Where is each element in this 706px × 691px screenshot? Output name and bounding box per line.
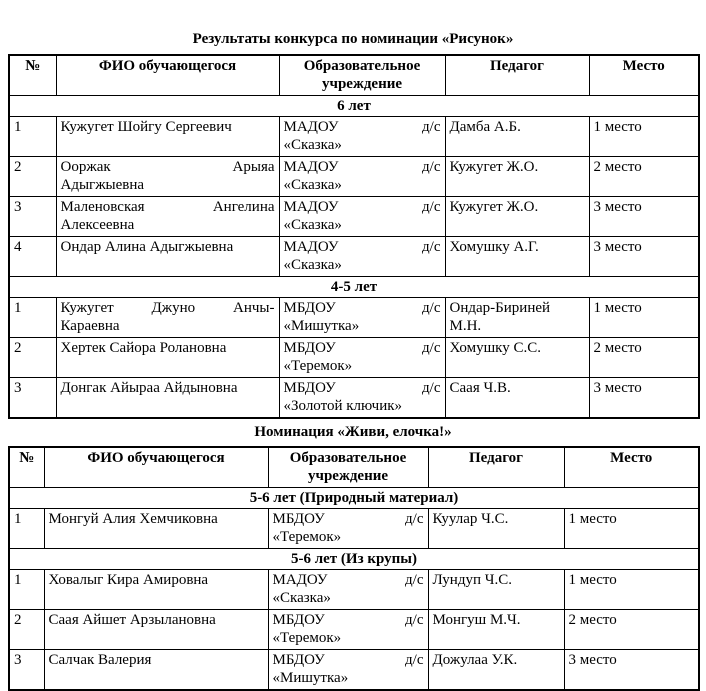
- cell-teacher: [428, 509, 564, 549]
- cell-number: 3: [9, 197, 56, 237]
- cell-institution: [279, 378, 445, 419]
- text-chunk: д/с: [405, 572, 424, 588]
- text-line: Кужугет Ж.О.: [449, 199, 539, 215]
- text-line: «Теремок»: [272, 630, 342, 646]
- text-line: Лундуп Ч.С.: [432, 572, 512, 588]
- cell-number: 2: [9, 157, 56, 197]
- text-chunk: д/с: [422, 159, 441, 175]
- column-header: Место: [589, 55, 699, 96]
- cell-institution: [279, 197, 445, 237]
- column-header: Образовательное учреждение: [279, 55, 445, 96]
- cell-number: 3: [9, 650, 44, 691]
- text-chunk: МБДОУ: [272, 511, 325, 527]
- cell-place: 3 место: [589, 378, 699, 419]
- table-row: [9, 117, 699, 157]
- age-group-row: [9, 96, 699, 117]
- text-chunk: д/с: [422, 300, 441, 316]
- cell-student-name: [44, 509, 268, 549]
- age-group-label: 5-6 лет (Природный материал): [9, 488, 699, 509]
- text-line: Саая Ч.В.: [449, 380, 511, 396]
- table-title-yolochka: Номинация «Живи, елочка!»: [254, 424, 452, 440]
- age-group-label: 4-5 лет: [9, 277, 699, 298]
- text-line: Дамба А.Б.: [449, 119, 521, 135]
- cell-number: 2: [9, 338, 56, 378]
- text-chunk: МАДОУ: [283, 119, 339, 135]
- cell-student-name: [56, 157, 279, 197]
- text-line: Монгуш М.Ч.: [432, 612, 521, 628]
- text-line: Кужугет Шойгу Сергеевич: [60, 119, 232, 135]
- text-chunk: Ангелина: [212, 199, 275, 215]
- text-line: [284, 339, 441, 357]
- age-group-row: [9, 549, 699, 570]
- text-line: Хомушку А.Г.: [449, 239, 539, 255]
- cell-place: 1 место: [589, 298, 699, 338]
- text-line: «Сказка»: [283, 257, 342, 273]
- cell-teacher: [445, 197, 589, 237]
- text-line: [284, 118, 441, 136]
- table-row: [9, 650, 699, 691]
- text-line: [61, 158, 275, 176]
- cell-number: 1: [9, 298, 56, 338]
- text-line: Кужугет Ж.О.: [449, 159, 539, 175]
- table-title-risunok: Результаты конкурса по номинации «Рисунок»: [192, 31, 514, 47]
- text-chunk: Кужугет: [60, 300, 114, 316]
- column-header: Педагог: [445, 55, 589, 96]
- text-line: «Сказка»: [272, 590, 331, 606]
- text-line: Ондар Алина Адыгжыевна: [60, 239, 234, 255]
- text-line: [284, 198, 441, 216]
- cell-institution: [279, 237, 445, 277]
- text-chunk: МБДОУ: [283, 300, 336, 316]
- cell-number: 1: [9, 570, 44, 610]
- text-line: «Мишутка»: [272, 670, 349, 686]
- text-line: «Теремок»: [283, 358, 353, 374]
- section-nomination-yolochka: [8, 423, 698, 691]
- text-line: «Мишутка»: [283, 318, 360, 334]
- column-header: ФИО обучающегося: [56, 55, 279, 96]
- cell-institution: [279, 117, 445, 157]
- cell-place: 1 место: [589, 117, 699, 157]
- column-header: ФИО обучающегося: [44, 447, 268, 488]
- cell-place: 1 место: [564, 509, 699, 549]
- text-line: [284, 379, 441, 397]
- text-chunk: МБДОУ: [283, 380, 336, 396]
- text-chunk: д/с: [422, 199, 441, 215]
- cell-place: 3 место: [564, 650, 699, 691]
- text-line: [273, 611, 424, 629]
- cell-place: 1 место: [564, 570, 699, 610]
- text-line: «Теремок»: [272, 529, 342, 545]
- cell-teacher: [428, 610, 564, 650]
- header-row: [9, 447, 699, 488]
- table-row: [9, 610, 699, 650]
- cell-institution: [279, 298, 445, 338]
- text-chunk: д/с: [422, 239, 441, 255]
- text-line: «Сказка»: [283, 217, 342, 233]
- text-chunk: МАДОУ: [283, 239, 339, 255]
- column-header: №: [9, 447, 44, 488]
- cell-place: 3 место: [589, 237, 699, 277]
- cell-number: 4: [9, 237, 56, 277]
- table-row: [9, 378, 699, 419]
- header-row: [9, 55, 699, 96]
- cell-number: 3: [9, 378, 56, 419]
- text-line: [273, 510, 424, 528]
- text-chunk: Джуно: [151, 300, 196, 316]
- text-line: Адыгжыевна: [60, 177, 145, 193]
- cell-institution: [268, 610, 428, 650]
- text-line: [284, 299, 441, 317]
- text-line: Донгак Айыраа Айдыновна: [60, 380, 238, 396]
- cell-student-name: [56, 298, 279, 338]
- cell-teacher: [445, 338, 589, 378]
- text-line: «Сказка»: [283, 177, 342, 193]
- column-header: Образовательное учреждение: [268, 447, 428, 488]
- cell-place: 2 место: [589, 338, 699, 378]
- text-chunk: МБДОУ: [283, 340, 336, 356]
- age-group-row: [9, 277, 699, 298]
- table-row: [9, 338, 699, 378]
- column-header: №: [9, 55, 56, 96]
- text-line: [61, 299, 275, 317]
- cell-student-name: [44, 610, 268, 650]
- cell-institution: [279, 157, 445, 197]
- text-line: [284, 158, 441, 176]
- cell-teacher: [445, 298, 589, 338]
- cell-institution: [279, 338, 445, 378]
- cell-place: 2 место: [564, 610, 699, 650]
- table-row: [9, 197, 699, 237]
- cell-teacher: [428, 650, 564, 691]
- age-group-label: 5-6 лет (Из крупы): [9, 549, 699, 570]
- cell-teacher: [445, 117, 589, 157]
- cell-student-name: [44, 570, 268, 610]
- cell-institution: [268, 570, 428, 610]
- text-line: [284, 238, 441, 256]
- column-header: Место: [564, 447, 699, 488]
- age-group-label: 6 лет: [9, 96, 699, 117]
- text-chunk: Ооржак: [60, 159, 111, 175]
- table-row: [9, 157, 699, 197]
- text-chunk: МБДОУ: [272, 652, 325, 668]
- text-line: Караевна: [60, 318, 120, 334]
- text-line: Ховалыг Кира Амировна: [48, 572, 209, 588]
- text-chunk: д/с: [405, 612, 424, 628]
- table-row: [9, 237, 699, 277]
- text-line: Салчак Валерия: [48, 652, 152, 668]
- text-line: «Золотой ключик»: [283, 398, 403, 414]
- text-line: Алексеевна: [60, 217, 135, 233]
- text-line: Дожулаа У.К.: [432, 652, 518, 668]
- cell-student-name: [56, 378, 279, 419]
- cell-institution: [268, 509, 428, 549]
- text-chunk: Анчы-: [233, 300, 275, 316]
- text-line: Хомушку С.С.: [449, 340, 541, 356]
- cell-teacher: [428, 570, 564, 610]
- cell-number: 2: [9, 610, 44, 650]
- text-line: [273, 571, 424, 589]
- cell-student-name: [56, 237, 279, 277]
- cell-place: 3 место: [589, 197, 699, 237]
- text-line: [273, 651, 424, 669]
- text-chunk: д/с: [422, 380, 441, 396]
- cell-number: 1: [9, 509, 44, 549]
- cell-teacher: [445, 237, 589, 277]
- table-row: [9, 509, 699, 549]
- text-chunk: д/с: [422, 119, 441, 135]
- section-nomination-risunok: [8, 30, 698, 419]
- text-chunk: МАДОУ: [272, 572, 328, 588]
- cell-student-name: [56, 338, 279, 378]
- text-chunk: д/с: [422, 340, 441, 356]
- text-chunk: МАДОУ: [283, 199, 339, 215]
- cell-number: 1: [9, 117, 56, 157]
- cell-student-name: [56, 117, 279, 157]
- results-table-risunok: [8, 54, 700, 419]
- table-row: [9, 298, 699, 338]
- text-line: Монгуй Алия Хемчиковна: [48, 511, 218, 527]
- text-chunk: д/с: [405, 652, 424, 668]
- text-line: Хертек Сайора Ролановна: [60, 340, 227, 356]
- text-chunk: Арыяа: [232, 159, 275, 175]
- column-header: Педагог: [428, 447, 564, 488]
- cell-place: 2 место: [589, 157, 699, 197]
- text-line: Саая Айшет Арзылановна: [48, 612, 216, 628]
- text-line: [61, 198, 275, 216]
- text-line: Ондар-Бириней: [449, 300, 551, 316]
- text-line: М.Н.: [449, 318, 482, 334]
- text-chunk: д/с: [405, 511, 424, 527]
- table-row: [9, 570, 699, 610]
- results-table-yolochka: [8, 446, 700, 691]
- text-chunk: МБДОУ: [272, 612, 325, 628]
- text-line: «Сказка»: [283, 137, 342, 153]
- cell-institution: [268, 650, 428, 691]
- cell-teacher: [445, 378, 589, 419]
- cell-student-name: [56, 197, 279, 237]
- text-line: Куулар Ч.С.: [432, 511, 509, 527]
- cell-teacher: [445, 157, 589, 197]
- text-chunk: Маленовская: [60, 199, 145, 215]
- text-chunk: МАДОУ: [283, 159, 339, 175]
- cell-student-name: [44, 650, 268, 691]
- age-group-row: [9, 488, 699, 509]
